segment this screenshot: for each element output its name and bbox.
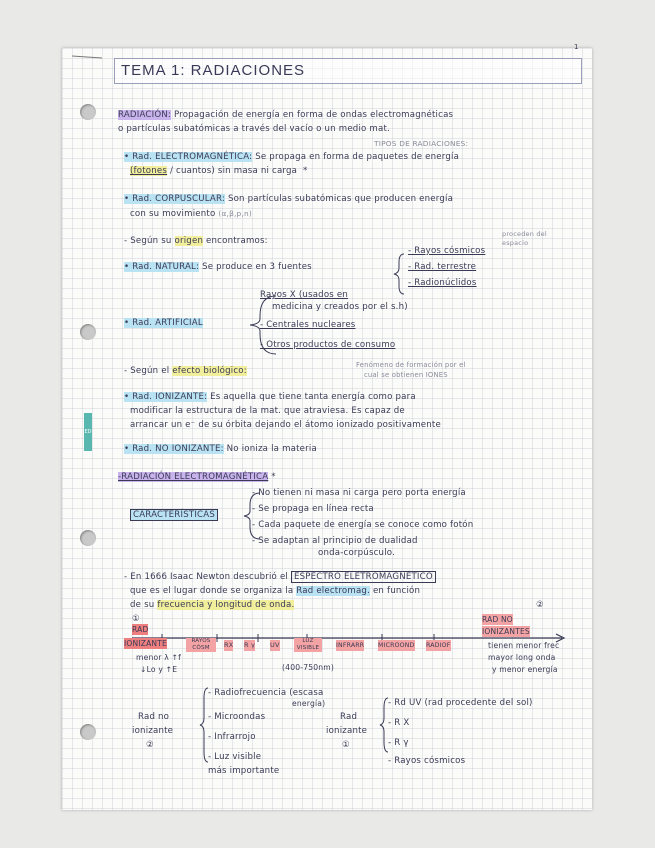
em-type-line1: • Rad. ELECTROMAGNÉTICA: Se propaga en forma de paquetes de energía [124,152,460,162]
bio-intro: - Según el efecto biológico: [124,366,247,376]
ion-line1: • Rad. IONIZANTE: Es aquella que tiene tanta energía como para [124,392,416,402]
characteristic-item: onda-corpúsculo. [318,548,396,558]
spectrum-band: RAYOS CÓSM [186,638,216,652]
ionizing-note: menor λ ↑f [136,653,182,662]
nonionizing-note: y menor energía [492,665,558,674]
nonionizing-note: tienen menor frec [488,641,560,650]
noion-line: • Rad. NO IONIZANTE: No ioniza la materia [124,444,317,454]
bottom-ion-item: - Rd UV (rad procedente del sol) [388,698,533,708]
em-type-line2: (fotones / cuantos) sin masa ni carga * [130,166,308,176]
artificial-label: • Rad. ARTIFICIAL [124,318,203,328]
characteristic-item: - Cada paquete de energía se conoce como fotón [252,520,474,530]
natural-item: - Rayos cósmicos [408,246,486,256]
artificial-item: medicina y creados por el s.h) [272,302,408,312]
newton-line1: - En 1666 Isaac Newton descubrió el ESPECTRO ELETROMAGNÉTICO [124,572,436,583]
bottom-noion-item: - Microondas [208,712,266,722]
ionizing-number: ① [132,614,140,624]
bottom-noion-item: energía) [292,699,326,708]
ionizing-tag: RAD [132,625,149,634]
spectrum-band: RADIOF [426,642,451,649]
visible-range: (400-750nm) [282,663,335,672]
bottom-ion-item: - R γ [388,738,409,748]
spectrum-band: LUZ VISIBLE [294,638,322,652]
nonionizing-tag: RAD NO [482,615,513,624]
newton-line3: de su frecuencia y longitud de onda. [130,600,295,610]
bottom-noion-label: Rad no [138,712,170,722]
characteristic-item: - Se propaga en línea recta [252,504,374,514]
spectrum-band: MICROOND [378,642,415,649]
bio-note2: cual se obtienen IONES [364,371,448,379]
ionizing-note: ↓Lo y ↑E [140,665,178,674]
newton-line2: que es el lugar donde se organiza la Rad electromag. en función [130,586,421,596]
bottom-noion-item: - Infrarrojo [208,732,256,742]
characteristic-item: - No tienen ni masa ni carga pero porta energía [252,488,466,498]
nonionizing-note: mayor long onda [488,653,556,662]
bottom-ion-number: ① [342,740,350,750]
natural-item: - Radionúclidos [408,278,477,288]
ion-line3: arrancar un e⁻ de su órbita dejando el átomo ionizado positivamente [130,420,441,430]
ionizing-tag: IONIZANTE [124,639,167,648]
artificial-item: Rayos X (usados en [260,290,349,300]
origin-note: proceden del espacio [502,230,547,247]
spectrum-band: UV [270,641,280,649]
natural-line: • Rad. NATURAL: Se produce en 3 fuentes [124,262,312,272]
bottom-ion-label: Rad [340,712,358,722]
definition-line1: RADIACIÓN: Propagación de energía en forma de ondas electromagnéticas [118,110,454,120]
definition-term: RADIACIÓN: [118,110,172,120]
page-title: TEMA 1: RADIACIONES [121,62,306,79]
natural-item: - Rad. terrestre [408,262,477,272]
bottom-noion-number: ② [146,740,154,750]
ion-line2: modificar la estructura de la mat. que atraviesa. Es capaz de [130,406,405,416]
spectrum-band: RX [224,641,234,649]
bottom-ion-label: ionizante [326,726,368,736]
bio-note1: Fenómeno de formación por el [356,361,466,369]
nonionizing-number: ② [536,600,544,610]
bottom-noion-item: - Radiofrecuencia (escasa [208,688,324,698]
artificial-item: - Otros productos de consumo [260,340,396,350]
characteristic-item: - Se adaptan al principio de dualidad [252,536,418,546]
em-heading: -RADIACIÓN ELECTROMAGNÉTICA * [118,472,276,482]
bottom-noion-item: más importante [208,766,280,776]
page-number: 1 [574,43,579,51]
bottom-ion-item: - Rayos cósmicos [388,756,466,766]
bottom-ion-item: - R X [388,718,410,728]
nonionizing-tag: IONIZANTES [482,627,530,636]
definition-line2: o partículas subatómicas a través del vacío o un medio mat. [118,124,390,134]
spectrum-band: R γ [244,641,256,649]
corp-type-line1: • Rad. CORPUSCULAR: Son partículas subatómicas que producen energía [124,194,454,204]
side-badge: ED [84,413,92,451]
artificial-item: - Centrales nucleares [260,320,356,330]
bottom-noion-item: - Luz visible [208,752,262,762]
corp-type-line2: con su movimiento (α,β,p,n) [130,209,252,219]
notebook-page [62,43,592,810]
origin-intro: - Según su origen encontramos: [124,236,268,246]
bottom-noion-label: ionizante [132,726,174,736]
definition-note: TIPOS DE RADIACIONES: [374,139,469,148]
title-box [114,58,582,84]
characteristics-box: CARACTERÍSTICAS [130,510,218,521]
spectrum-band: INFRARR [336,642,365,649]
